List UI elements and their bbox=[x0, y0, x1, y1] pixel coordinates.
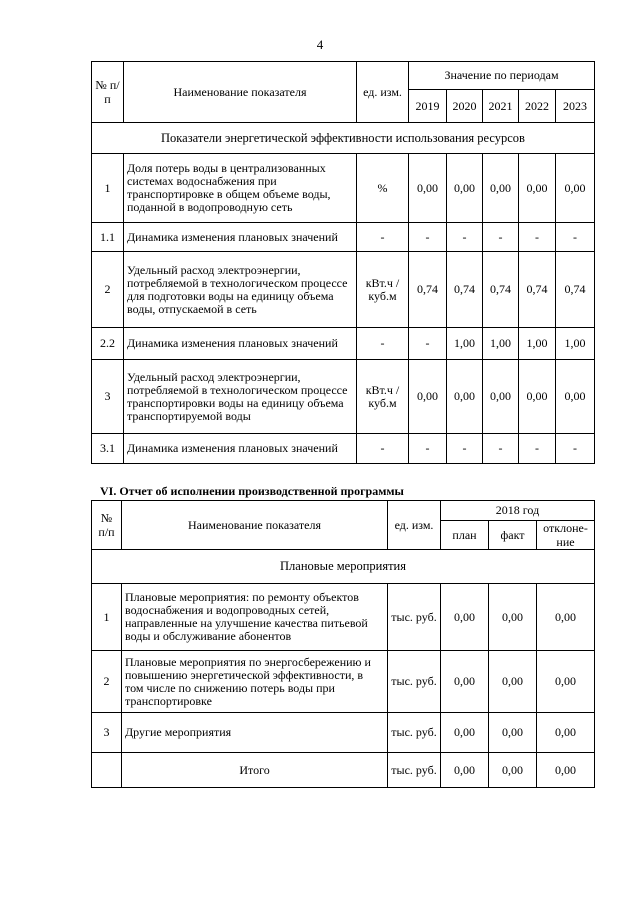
row-value: 0,00 bbox=[537, 713, 595, 753]
row-name: Удельный расход электроэнергии, потребляемой в технологическом процессе транспортировки воды на единицу объема транспортируемой воды bbox=[124, 360, 357, 434]
row-value: 0,00 bbox=[409, 154, 447, 223]
page-number: 4 bbox=[316, 37, 324, 52]
row-value: - bbox=[409, 434, 447, 464]
section-heading: VI. Отчет об исполнении производственной программы bbox=[100, 484, 404, 498]
row-value: 0,00 bbox=[483, 360, 519, 434]
total-label: Итого bbox=[122, 753, 388, 788]
row-value: 0,00 bbox=[537, 584, 595, 651]
row-value: 0,74 bbox=[447, 252, 483, 328]
total-value: 0,00 bbox=[489, 753, 537, 788]
row-value: - bbox=[409, 223, 447, 252]
row-value: 1,00 bbox=[556, 328, 595, 360]
row-value: - bbox=[447, 434, 483, 464]
header-unit: ед. изм. bbox=[357, 62, 409, 123]
row-num: 1.1 bbox=[92, 223, 124, 252]
row-value: 0,00 bbox=[556, 360, 595, 434]
header-unit: ед. изм. bbox=[388, 501, 441, 550]
header-periods: Значение по периодам bbox=[409, 62, 595, 90]
row-num: 3.1 bbox=[92, 434, 124, 464]
table-row bbox=[92, 651, 595, 713]
header-name: Наименование показателя bbox=[122, 501, 388, 550]
row-value: 0,00 bbox=[409, 360, 447, 434]
row-value: 0,00 bbox=[489, 584, 537, 651]
row-value: 0,74 bbox=[556, 252, 595, 328]
row-unit: тыс. руб. bbox=[388, 651, 441, 713]
row-value: 0,00 bbox=[441, 713, 489, 753]
row-value: 0,74 bbox=[483, 252, 519, 328]
row-value: - bbox=[447, 223, 483, 252]
row-value: 0,00 bbox=[441, 584, 489, 651]
header-year: 2018 год bbox=[441, 501, 595, 521]
header-year: 2019 bbox=[409, 90, 447, 123]
row-num: 2 bbox=[92, 651, 122, 713]
row-name: Плановые мероприятия: по ремонту объектов водоснабжения и водопроводных сетей, направленные на улучшение качества питьевой воды и обслуживание абонентов bbox=[122, 584, 388, 651]
row-value: - bbox=[519, 223, 556, 252]
row-name: Динамика изменения плановых значений bbox=[124, 328, 357, 360]
table-row bbox=[92, 223, 595, 252]
row-value: - bbox=[556, 434, 595, 464]
section-title: Плановые мероприятия bbox=[92, 550, 595, 584]
header-name: Наименование показателя bbox=[124, 62, 357, 123]
header-year: 2023 bbox=[556, 90, 595, 123]
row-unit: % bbox=[357, 154, 409, 223]
row-num: 2.2 bbox=[92, 328, 124, 360]
row-num: 1 bbox=[92, 154, 124, 223]
table-row bbox=[92, 584, 595, 651]
table-row bbox=[92, 154, 595, 223]
header-year: 2021 bbox=[483, 90, 519, 123]
row-name: Доля потерь воды в централизованных системах водоснабжения при транспортировке в общем объеме воды, поданной в водопроводную сеть bbox=[124, 154, 357, 223]
row-value: - bbox=[556, 223, 595, 252]
row-value: - bbox=[519, 434, 556, 464]
row-num: 2 bbox=[92, 252, 124, 328]
row-num: 3 bbox=[92, 360, 124, 434]
row-value: 1,00 bbox=[519, 328, 556, 360]
row-name: Динамика изменения плановых значений bbox=[124, 434, 357, 464]
row-value: 0,00 bbox=[519, 154, 556, 223]
production-program-table bbox=[91, 500, 595, 788]
header-year: 2020 bbox=[447, 90, 483, 123]
header-num: № п/п bbox=[92, 501, 122, 550]
row-value: 0,00 bbox=[556, 154, 595, 223]
row-value: 1,00 bbox=[447, 328, 483, 360]
total-row bbox=[92, 753, 595, 788]
row-name: Другие мероприятия bbox=[122, 713, 388, 753]
table-row bbox=[92, 328, 595, 360]
table-row bbox=[92, 713, 595, 753]
header-plan: план bbox=[441, 521, 489, 550]
table-row bbox=[92, 252, 595, 328]
row-unit: тыс. руб. bbox=[388, 584, 441, 651]
total-value: 0,00 bbox=[537, 753, 595, 788]
row-unit: тыс. руб. bbox=[388, 713, 441, 753]
total-value: 0,00 bbox=[441, 753, 489, 788]
row-value: 1,00 bbox=[483, 328, 519, 360]
row-value: 0,00 bbox=[489, 713, 537, 753]
row-unit: - bbox=[357, 223, 409, 252]
row-value: - bbox=[483, 223, 519, 252]
total-unit: тыс. руб. bbox=[388, 753, 441, 788]
row-name: Удельный расход электроэнергии, потребляемой в технологическом процессе для подготовки воды на единицу объема воды, отпускаемой в сеть bbox=[124, 252, 357, 328]
row-unit: кВт.ч / куб.м bbox=[357, 252, 409, 328]
header-num: № п/п bbox=[92, 62, 124, 123]
row-unit: - bbox=[357, 328, 409, 360]
row-value: 0,74 bbox=[519, 252, 556, 328]
table-row bbox=[92, 360, 595, 434]
section-title: Показатели энергетической эффективности использования ресурсов bbox=[92, 123, 595, 154]
row-value: 0,00 bbox=[441, 651, 489, 713]
table-row bbox=[92, 434, 595, 464]
row-num: 1 bbox=[92, 584, 122, 651]
row-unit: - bbox=[357, 434, 409, 464]
row-name: Плановые мероприятия по энергосбережению и повышению энергетической эффективности, в том числе по снижению потерь воды при транспортировке bbox=[122, 651, 388, 713]
row-value: 0,00 bbox=[483, 154, 519, 223]
row-unit: кВт.ч / куб.м bbox=[357, 360, 409, 434]
header-year: 2022 bbox=[519, 90, 556, 123]
row-value: 0,00 bbox=[447, 154, 483, 223]
row-value: - bbox=[409, 328, 447, 360]
row-value: 0,00 bbox=[447, 360, 483, 434]
total-num bbox=[92, 753, 122, 788]
row-num: 3 bbox=[92, 713, 122, 753]
row-value: 0,00 bbox=[537, 651, 595, 713]
energy-efficiency-table bbox=[91, 61, 595, 464]
row-value: - bbox=[483, 434, 519, 464]
header-fact: факт bbox=[489, 521, 537, 550]
row-value: 0,00 bbox=[519, 360, 556, 434]
row-value: 0,00 bbox=[489, 651, 537, 713]
row-value: 0,74 bbox=[409, 252, 447, 328]
header-deviation: отклоне-ние bbox=[537, 521, 595, 550]
row-name: Динамика изменения плановых значений bbox=[124, 223, 357, 252]
